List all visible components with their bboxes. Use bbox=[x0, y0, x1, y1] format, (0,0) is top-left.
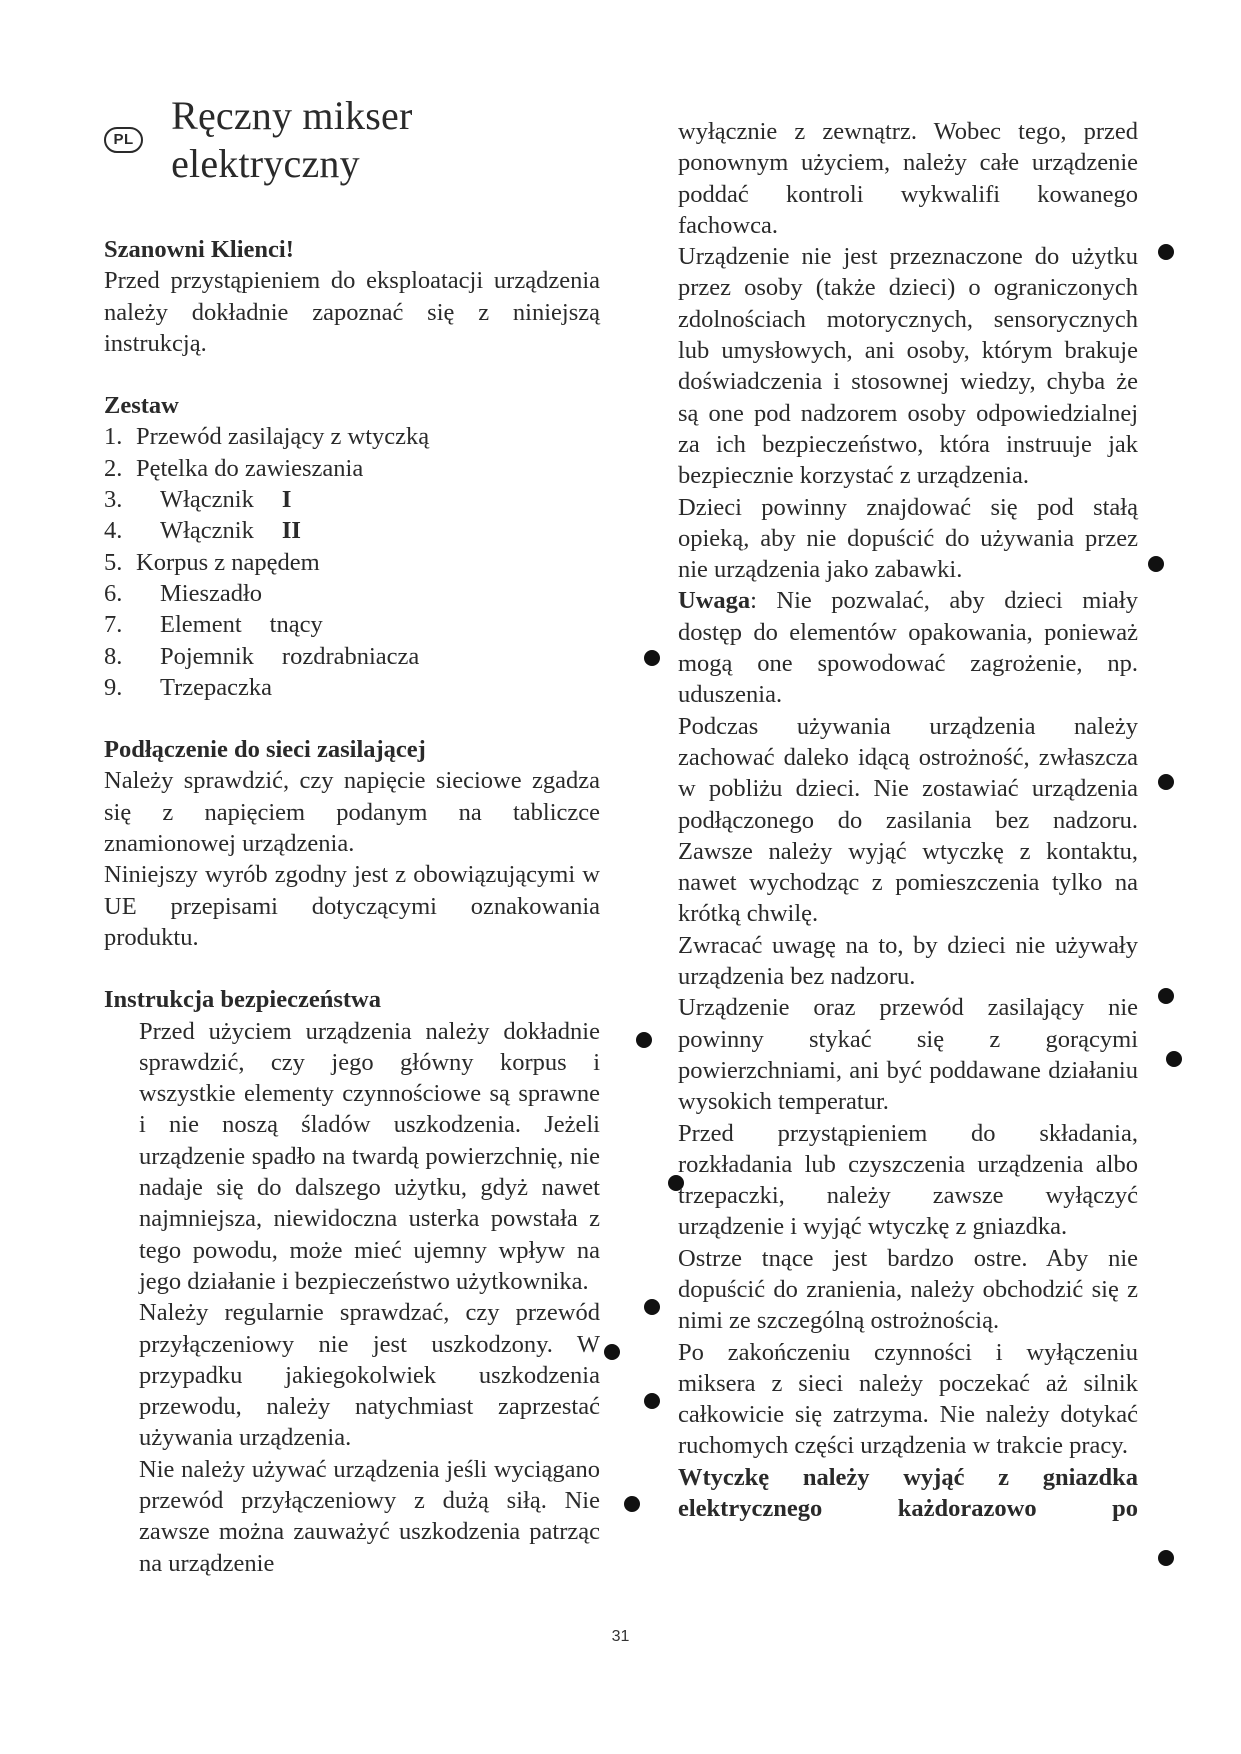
title-row bbox=[104, 93, 600, 186]
list-item: 3. Włącznik I bbox=[104, 486, 292, 514]
list-item: 9. Trzepaczka bbox=[104, 673, 273, 701]
right-paragraph-6: Zwracać uwagę na to, by dzieci nie używały urządzenia bez nadzoru. bbox=[678, 931, 1138, 991]
right-paragraph-3: Dzieci powinny znajdować się pod stałą opieką, aby nie dopuścić do używania przez nie urządzenia jako zabawki. bbox=[678, 493, 1138, 584]
list-item: 5. Korpus z napędem bbox=[104, 548, 320, 576]
bullet-icon bbox=[1158, 988, 1174, 1004]
safety-heading: Instrukcja bezpieczeństwa bbox=[104, 986, 381, 1014]
right-paragraph-2: Urządzenie nie jest przeznaczone do użytku przez osoby (także dzieci) o ograniczonych zdolnościach motorycznych, sensorycznych lub umysłowych, ani osoby, którym brakuje doświadczenia i stosownej wiedzy, chyba że są one pod nadzorem osoby odpowiedzialnej za ich bezpieczeństwo, która instruuje jak bezpiecznie korzystać z urządzenia. bbox=[678, 243, 1138, 490]
set-heading: Zestaw bbox=[104, 392, 179, 420]
bullet-icon bbox=[636, 1032, 652, 1048]
bullet-icon bbox=[644, 1299, 660, 1315]
set-list bbox=[104, 421, 600, 703]
power-paragraph-2: Niniejszy wyrób zgodny jest z obowiązującymi w UE przepisami dotyczącymi oznakowania produktu. bbox=[104, 861, 600, 951]
list-item: 8. Pojemnik rozdrabniacza bbox=[104, 642, 420, 670]
right-paragraph-10: Po zakończeniu czynności i wyłączeniu miksera z sieci należy poczekać aż silnik całkowicie się zatrzyma. Nie należy dotykać ruchomych części urządzenia w trakcie pracy. bbox=[678, 1338, 1138, 1460]
bullet-icon bbox=[1158, 1550, 1174, 1566]
bullet-icon bbox=[1158, 244, 1174, 260]
bullet-icon bbox=[604, 1344, 620, 1360]
list-item: 6. Mieszadło bbox=[104, 579, 263, 607]
right-paragraph-8: Przed przystąpieniem do składania, rozkładania lub czyszczenia urządzenia albo trzepaczki, należy zawsze wyłączyć urządzenie i wyjąć wtyczkę z gniazdka. bbox=[678, 1119, 1138, 1241]
warning-label: Uwaga bbox=[678, 587, 751, 615]
right-paragraph-1: wyłącznie z zewnątrz. Wobec tego, przed ponownym użyciem, należy całe urządzenie poddać kontroli wykwalifi kowanego fachowca. bbox=[678, 118, 1138, 239]
intro-paragraph: Przed przystąpieniem do eksploatacji urządzenia należy dokładnie zapoznać się z niniejszą instrukcją. bbox=[104, 267, 600, 357]
power-paragraph-1: Należy sprawdzić, czy napięcie sieciowe zgadza się z napięciem podanym na tabliczce znamionowej urządzenia. bbox=[104, 767, 600, 858]
page-number: 31 bbox=[611, 1628, 630, 1645]
bullet-icon bbox=[644, 1393, 660, 1409]
bullet-icon bbox=[644, 650, 660, 666]
bullet-icon bbox=[1148, 556, 1164, 572]
safety-paragraph-3: Nie należy używać urządzenia jeśli wyciągano przewód przyłączeniowy z dużą siłą. Nie zawsze można zauważyć uszkodzenia patrząc na urządzenie bbox=[139, 1455, 600, 1577]
greeting-heading: Szanowni Klienci! bbox=[104, 236, 294, 263]
right-paragraph-11: Wtyczkę należy wyjąć z gniazdka elektrycznego każdorazowo po bbox=[678, 1463, 1138, 1523]
right-paragraph-5: Podczas używania urządzenia należy zachować daleko idącą ostrożność, zwłaszcza w pobliżu dzieci. Nie zostawiać urządzenia podłączonego do zasilania bez nadzoru. Zawsze należy wyjąć wtyczkę z kontaktu, nawet wychodząc z pomieszczenia tylko na krótką chwilę. bbox=[678, 712, 1138, 928]
page-title: Ręczny mikser elektryczny bbox=[171, 93, 413, 186]
list-item: 2. Pętelka do zawieszania bbox=[104, 454, 364, 482]
bullet-icon bbox=[1166, 1051, 1182, 1067]
list-item: 1. Przewód zasilający z wtyczką bbox=[104, 423, 430, 451]
right-paragraph-7: Urządzenie oraz przewód zasilający nie powinny stykać się z gorącymi powierzchniami, ani być poddawane działaniu wysokich temperatur. bbox=[678, 994, 1138, 1116]
bullet-icon bbox=[624, 1496, 640, 1512]
list-item: 7. Element tnący bbox=[104, 611, 323, 639]
right-paragraph-9: Ostrze tnące jest bardzo ostre. Aby nie dopuścić do zranienia, należy obchodzić się z nimi ze szczególną ostrożnością. bbox=[678, 1244, 1138, 1335]
right-paragraph-4: Uwaga: Nie pozwalać, aby dzieci miały dostęp do elementów opakowania, ponieważ mogą one spowodować zagrożenie, np. uduszenia. bbox=[678, 587, 1138, 709]
left-column bbox=[104, 93, 600, 1579]
language-badge: PL bbox=[104, 127, 143, 153]
list-item: 4. Włącznik II bbox=[104, 517, 301, 545]
safety-paragraph-2: Należy regularnie sprawdzać, czy przewód przyłączeniowy nie jest uszkodzony. W przypadku jakiegokolwiek uszkodzenia przewodu, należy natychmiast zaprzestać używania urządzenia. bbox=[139, 1299, 600, 1452]
safety-paragraph-1: Przed użyciem urządzenia należy dokładnie sprawdzić, czy jego główny korpus i wszystkie elementy czynnościowe są sprawne i nie noszą śladów uszkodzenia. Jeżeli urządzenie spadło na twardą powierzchnię, nie nadaje się do dalszego użytku, gdyż nawet najmniejsza, niewidoczna usterka powstała z tego powodu, może mieć ujemny wpływ na jego działanie i bezpieczeństwo użytkownika. bbox=[139, 1017, 600, 1295]
right-column bbox=[678, 116, 1138, 1524]
bullet-icon bbox=[1158, 774, 1174, 790]
power-heading: Podłączenie do sieci zasilającej bbox=[104, 736, 426, 764]
